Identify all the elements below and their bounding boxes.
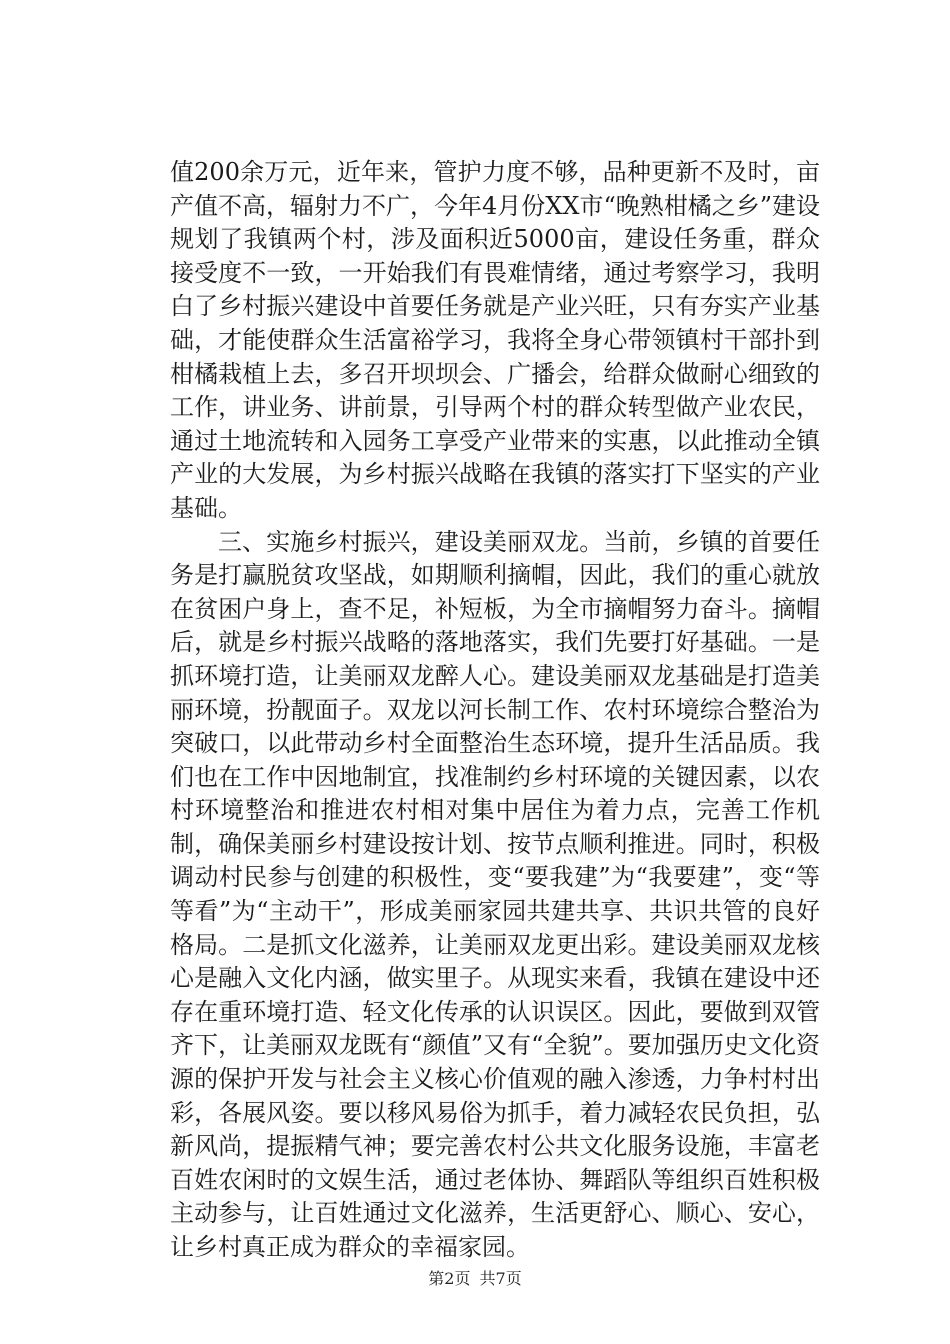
body-text <box>170 156 820 1265</box>
page-footer <box>0 1266 950 1289</box>
page-total: 共7页 <box>479 1269 522 1288</box>
paragraph-1: 值200余万元，近年来，管护力度不够，品种更新不及时，亩产值不高，辐射力不广，今年4月份XX市“晚熟柑橘之乡”建设规划了我镇两个村，涉及面积近5000亩，建设任务重，群众接受度不一致，一开始我们有畏难情绪，通过考察学习，我明白了乡村振兴建设中首要任务就是产业兴旺，只有夯实产业基础，才能使群众生活富裕学习，我将全身心带领镇村干部扑到柑橘栽植上去，多召开坝坝会、广播会，给群众做耐心细致的工作，讲业务、讲前景，引导两个村的群众转型做产业农民，通过土地流转和入园务工享受产业带来的实惠，以此推动全镇产业的大发展，为乡村振兴战略在我镇的落实打下坚实的产业基础。 <box>170 158 820 522</box>
paragraph-2: 三、实施乡村振兴，建设美丽双龙。当前，乡镇的首要任务是打赢脱贫攻坚战，如期顺利摘帽，因此，我们的重心就放在贫困户身上，查不足，补短板，为全市摘帽努力奋斗。摘帽后，就是乡村振兴战略的落地落实，我们先要打好基础。一是抓环境打造，让美丽双龙醉人心。建设美丽双龙基础是打造美丽环境，扮靓面子。双龙以河长制工作、农村环境综合整治为突破口，以此带动乡村全面整治生态环境，提升生活品质。我们也在工作中因地制宜，找准制约乡村环境的关键因素，以农村环境整治和推进农村相对集中居住为着力点，完善工作机制，确保美丽乡村建设按计划、按节点顺利推进。同时，积极调动村民参与创建的积极性，变“要我建”为“我要建”，变“等等看”为“主动干”，形成美丽家园共建共享、共识共管的良好格局。二是抓文化滋养，让美丽双龙更出彩。建设美丽双龙核心是融入文化内涵，做实里子。从现实来看，我镇在建设中还存在重环境打造、轻文化传承的认识误区。因此，要做到双管齐下，让美丽双龙既有“颜值”又有“全貌”。要加强历史文化资源的保护开发与社会主义核心价值观的融入渗透，力争村村出彩，各展风姿。要以移风易俗为抓手，着力减轻农民负担，弘新风尚，提振精气神；要完善农村公共文化服务设施，丰富老百姓农闲时的文娱生活，通过老体协、舞蹈队等组织百姓积极主动参与，让百姓通过文化滋养，生活更舒心、顺心、安心，让乡村真正成为群众的幸福家园。 <box>170 527 820 1261</box>
page-number: 第2页 <box>428 1269 471 1288</box>
